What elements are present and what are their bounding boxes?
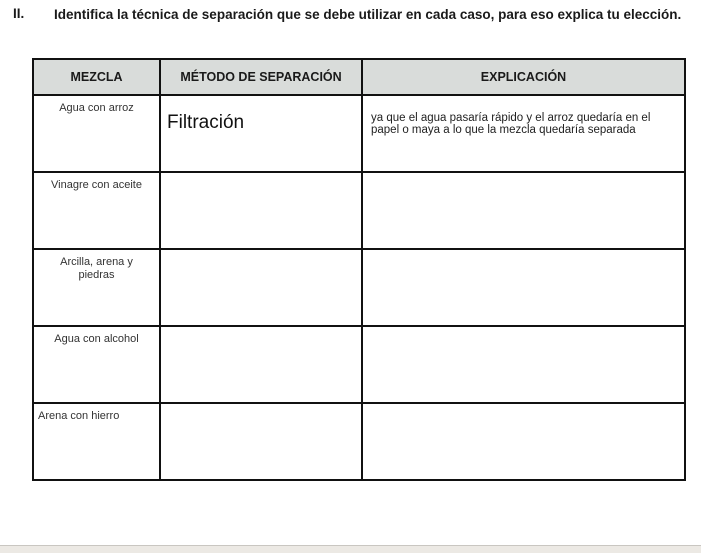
metodo-answer[interactable] (161, 250, 361, 266)
metodo-answer[interactable]: Filtración (167, 112, 245, 133)
section-instruction: Identifica la técnica de separación que se debe utilizar en cada caso, para eso explica tu elección. (54, 7, 682, 22)
cell-mezcla (33, 326, 160, 403)
cell-mezcla (33, 95, 160, 172)
metodo-answer[interactable] (161, 173, 361, 189)
metodo-answer[interactable] (161, 404, 361, 420)
table-row (33, 95, 685, 172)
mezcla-label: Agua con alcohol (54, 333, 139, 345)
cell-metodo[interactable] (160, 326, 362, 403)
explicacion-answer[interactable] (363, 173, 684, 189)
mezcla-label: Arena con hierro (38, 410, 120, 422)
header-explicacion: EXPLICACIÓN (362, 59, 685, 95)
explicacion-answer[interactable] (363, 327, 684, 343)
cell-explicacion[interactable] (362, 95, 685, 172)
separation-table (32, 58, 686, 481)
mezcla-label: Vinagre con aceite (51, 179, 142, 191)
table-row (33, 172, 685, 249)
header-mezcla: MEZCLA (33, 59, 160, 95)
explicacion-answer[interactable] (363, 250, 684, 266)
cell-explicacion[interactable] (362, 326, 685, 403)
mezcla-label: Arcilla, arena y piedras (60, 256, 133, 281)
cell-mezcla (33, 403, 160, 480)
metodo-answer[interactable] (161, 327, 361, 343)
header-metodo: MÉTODO DE SEPARACIÓN (160, 59, 362, 95)
cell-mezcla (33, 249, 160, 326)
cell-metodo[interactable] (160, 95, 362, 172)
cell-metodo[interactable] (160, 249, 362, 326)
mezcla-label: Agua con arroz (59, 102, 134, 114)
cell-mezcla (33, 172, 160, 249)
section-number: II. (13, 6, 25, 21)
cell-metodo[interactable] (160, 172, 362, 249)
table-header-row (33, 59, 685, 95)
table-row (33, 326, 685, 403)
cell-explicacion[interactable] (362, 403, 685, 480)
table-row (33, 403, 685, 480)
cell-metodo[interactable] (160, 403, 362, 480)
table-row (33, 249, 685, 326)
cell-explicacion[interactable] (362, 249, 685, 326)
explicacion-answer[interactable]: ya que el agua pasaría rápido y el arroz quedaría en el papel o maya a lo que la mezcla quedaría separada (371, 112, 651, 136)
explicacion-answer[interactable] (363, 404, 684, 420)
cell-explicacion[interactable] (362, 172, 685, 249)
